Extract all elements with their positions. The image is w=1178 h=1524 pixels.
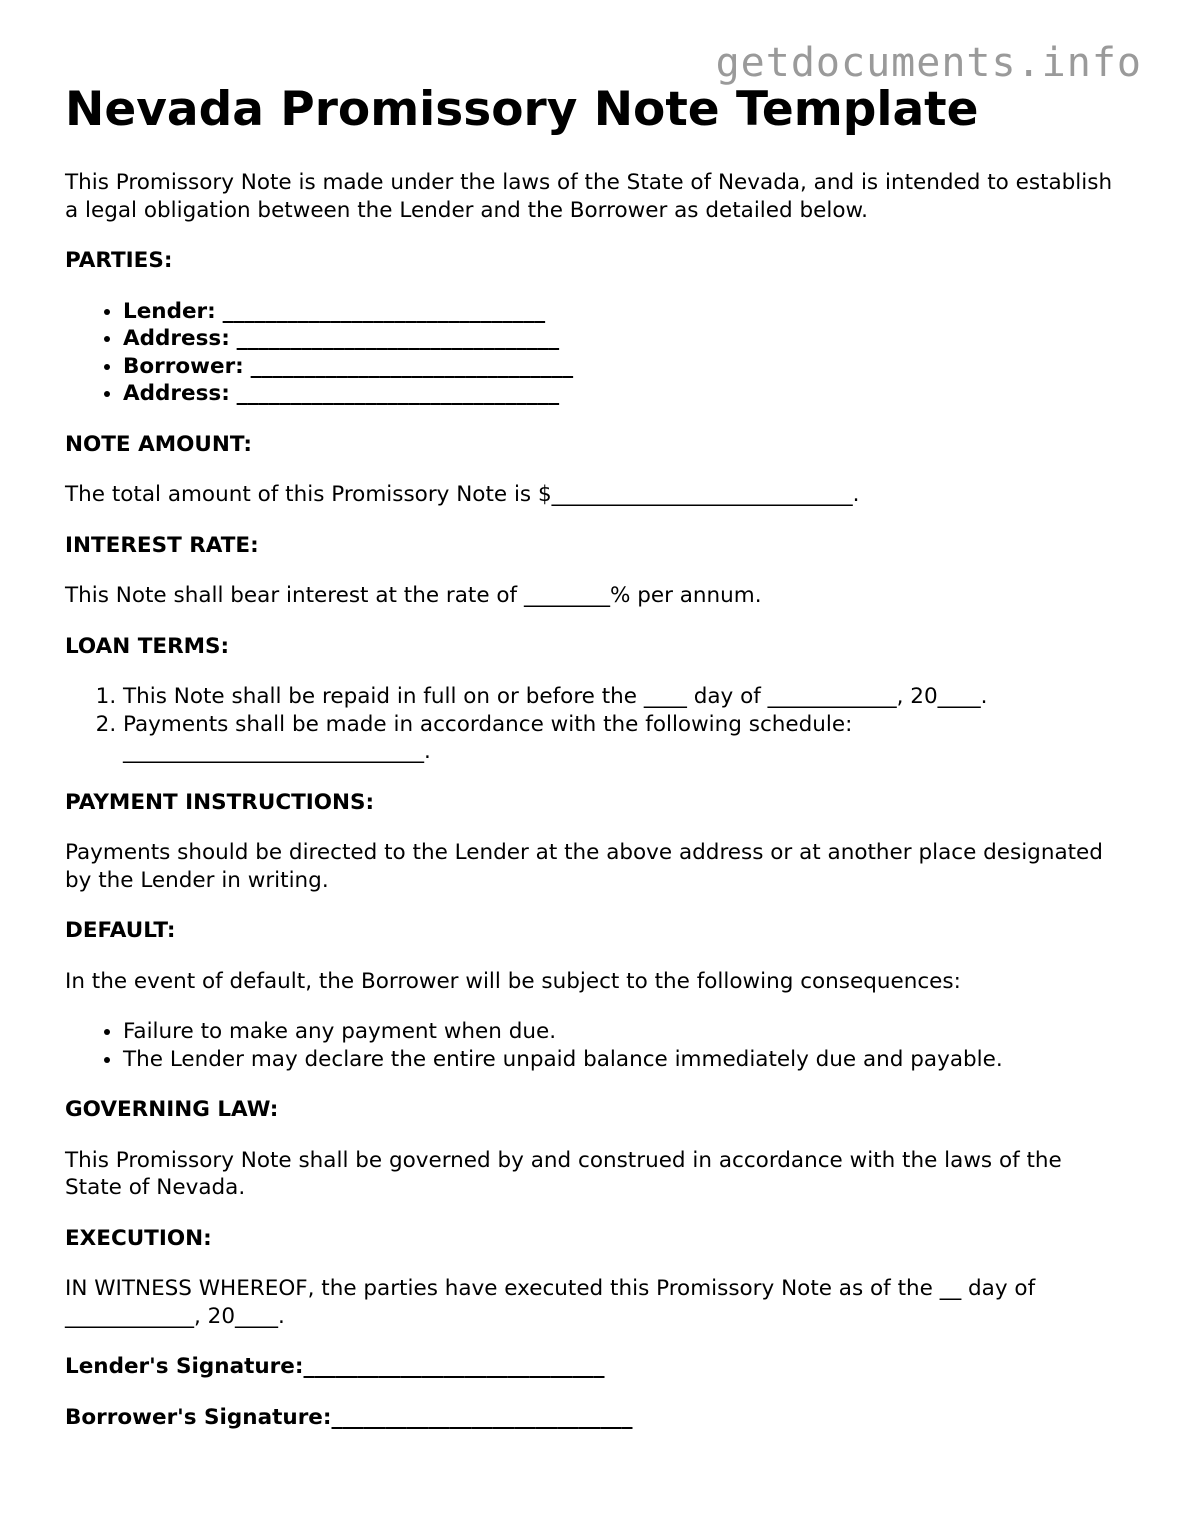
governing-law-heading: GOVERNING LAW:	[65, 1097, 279, 1122]
list-item: • The Lender may declare the entire unpaid balance immediately due and payable.	[123, 1046, 1125, 1074]
list-item	[123, 380, 1125, 408]
list-item: 1. This Note shall be repaid in full on or before the ____ day of ____________, 20____.	[123, 683, 1125, 711]
execution-heading: EXECUTION:	[65, 1225, 212, 1251]
governing-law-text: This Promissory Note shall be governed by and construed in accordance with the laws of the State of Nevada.	[65, 1147, 1062, 1200]
party-label: Address:	[123, 381, 230, 406]
party-label: Lender:	[123, 298, 216, 324]
payment-instructions-text: Payments should be directed to the Lender at the above address or at another place designated by the Lender in writing.	[65, 840, 1103, 893]
list-item	[123, 353, 1125, 381]
list-item: 2. Payments shall be made in accordance with the following schedule: ____________________________.	[123, 711, 1125, 766]
document-page	[65, 82, 1125, 1431]
party-blank: ______________________________	[222, 298, 546, 324]
watermark: getdocuments.info	[715, 40, 1142, 86]
default-heading: DEFAULT:	[65, 918, 176, 943]
note-amount-text: The total amount of this Promissory Note is $____________________________.	[65, 482, 860, 507]
default-text: In the event of default, the Borrower will be subject to the following consequences:	[65, 968, 961, 994]
party-label: Borrower:	[123, 353, 244, 379]
party-label: Address:	[123, 326, 230, 351]
list-item	[123, 298, 1125, 326]
interest-rate-heading: INTEREST RATE:	[65, 532, 259, 558]
parties-heading: PARTIES:	[65, 248, 173, 273]
list-item	[123, 325, 1125, 353]
party-blank: ______________________________	[250, 353, 574, 379]
intro-paragraph: This Promissory Note is made under the laws of the State of Nevada, and is intended to establish a legal obligation between the Lender and the Borrower as detailed below.	[65, 170, 1113, 223]
party-blank: ______________________________	[236, 326, 560, 351]
parties-list	[65, 298, 1125, 408]
page-title: Nevada Promissory Note Template	[65, 82, 979, 137]
execution-text: IN WITNESS WHEREOF, the parties have executed this Promissory Note as of the __ day of ____________, 20____.	[65, 1276, 1036, 1329]
loan-terms-heading: LOAN TERMS:	[65, 633, 230, 659]
borrower-signature-line: Borrower's Signature:____________________________	[65, 1404, 633, 1430]
default-list	[65, 1018, 1125, 1073]
list-item: • Failure to make any payment when due.	[123, 1018, 1125, 1046]
payment-instructions-heading: PAYMENT INSTRUCTIONS:	[65, 789, 375, 815]
party-blank: ______________________________	[236, 381, 560, 406]
loan-terms-list	[65, 683, 1125, 766]
note-amount-heading: NOTE AMOUNT:	[65, 431, 252, 457]
lender-signature-line: Lender's Signature:____________________________	[65, 1354, 605, 1379]
interest-rate-text: This Note shall bear interest at the rate of ________% per annum.	[65, 583, 762, 608]
